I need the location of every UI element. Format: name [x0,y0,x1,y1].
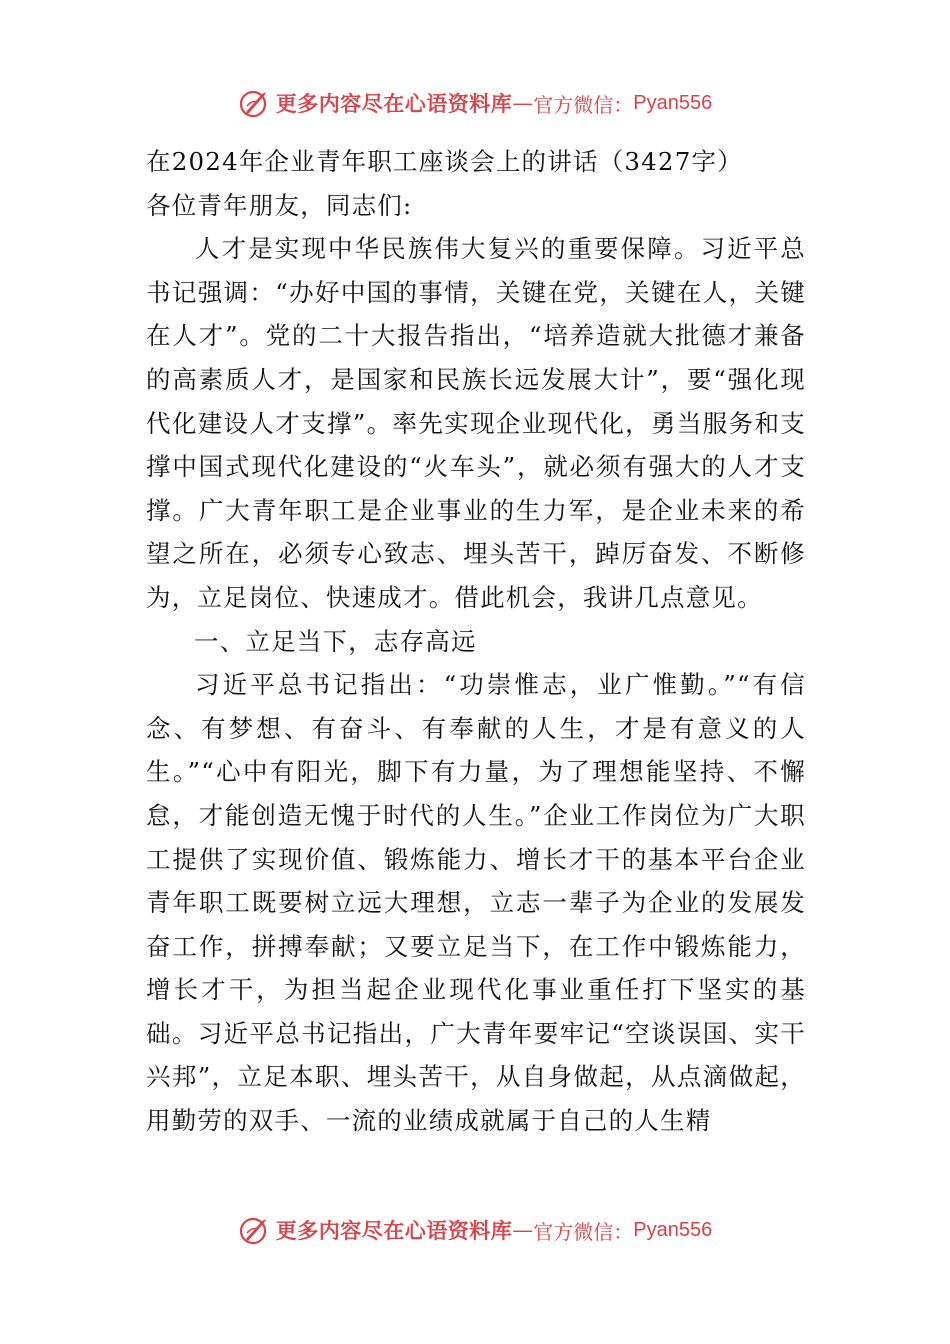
banner-wechat-id: Pyan556 [633,91,713,114]
paragraph: 人才是实现中华民族伟大复兴的重要保障。习近平总书记强调：“办好中国的事情，关键在党，关键在人，关键在人才”。党的二十大报告指出，“培养造就大批德才兼备的高素质人才，是国家和民族长远发展大计”，要“强化现代化建设人才支撑”。率先实现企业现代化，勇当服务和支撑中国式现代化建设的“火车头”，就必须有强大的人才支撑。广大青年职工是企业事业的生力军，是企业未来的希望之所在，必须专心致志、埋头苦干，踔厉奋发、不断修为，立足岗位、快速成才。借此机会，我讲几点意见。 [146,234,806,612]
greeting: 各位青年朋友，同志们: [146,190,413,220]
section-heading: 一、立足当下，志存高远 [194,626,477,656]
banner-separator: — [512,91,534,115]
banner-wechat-label: 官方微信： [533,1219,634,1244]
document-title: 在2024年企业青年职工座谈会上的讲话（3427字） [146,147,743,176]
banner-text: 更多内容尽在心语资料库 [275,1218,513,1243]
banner-text: 更多内容尽在心语资料库 [275,91,513,116]
footer-banner [0,1210,950,1250]
pen-logo-icon [238,86,272,120]
banner-wechat-label: 官方微信： [533,92,634,117]
banner-separator: — [512,1218,534,1242]
section-paragraph: 习近平总书记指出：“功崇惟志，业广惟勤。”“有信念、有梦想、有奋斗、有奉献的人生，才是有意义的人生。”“心中有阳光，脚下有力量，为了理想能坚持、不懈怠，才能创造无愧于时代的人生。”企业工作岗位为广大职工提供了实现价值、锻炼能力、增长才干的基本平台企业青年职工既要树立远大理想，立志一辈子为企业的发展发奋工作，拼搏奉献；又要立足当下，在工作中锻炼能力，增长才干，为担当起企业现代化事业重任打下坚实的基础。习近平总书记指出，广大青年要牢记“空谈误国、实干兴邦”，立足本职、埋头苦干，从自身做起，从点滴做起，用勤劳的双手、一流的业绩成就属于自己的人生精 [146,670,806,1136]
document-body [146,140,806,1143]
banner-wechat-id: Pyan556 [633,1218,713,1241]
header-banner [0,83,950,123]
pen-logo-icon [238,1213,272,1247]
